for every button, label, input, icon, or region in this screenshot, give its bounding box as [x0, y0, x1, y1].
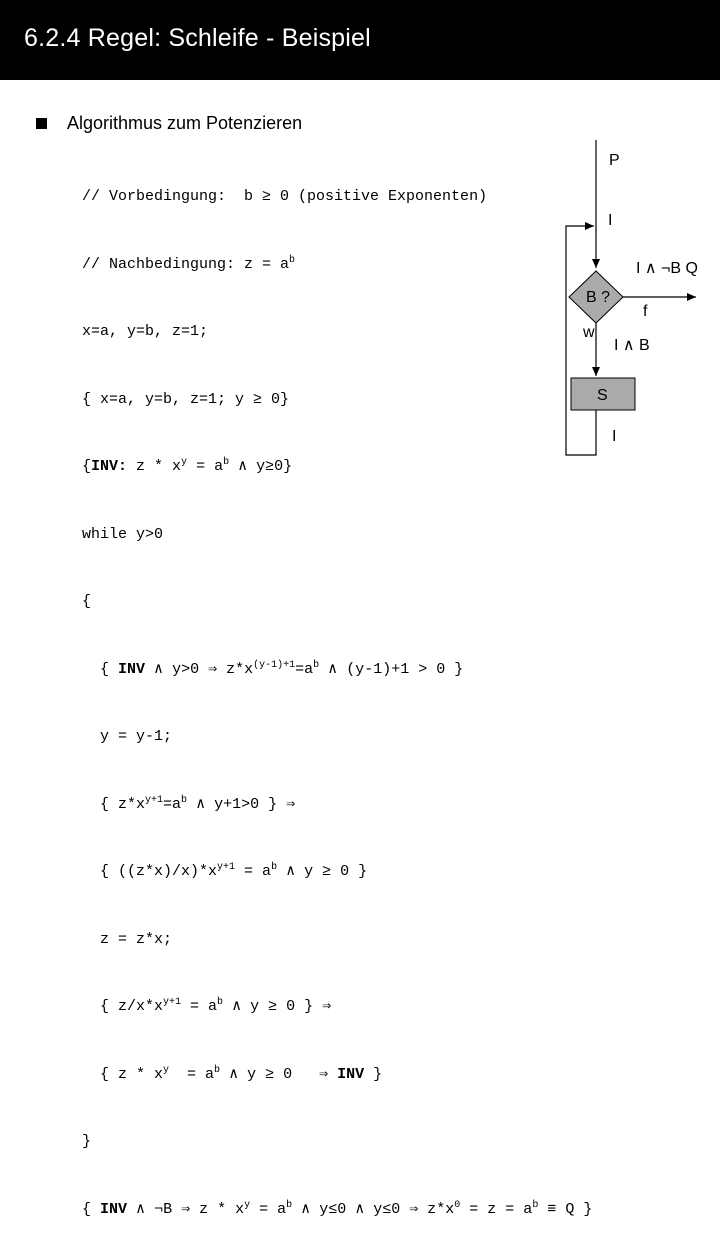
code-line-9: y = y-1;	[82, 728, 173, 745]
code-line-16: { INV ∧ ¬B ⇒ $z * x^y = a^b$ ∧ y≤0 ∧ y≤0 ⇒ $z*x^0 = z = a^b \equiv Q$ }	[82, 1199, 593, 1218]
code-line-10: { $z*x^{y+1}=a^b$ ∧ y+1>0 } ⇒	[82, 794, 296, 813]
code-line-15: }	[82, 1133, 92, 1150]
code-line-11: { $((z*x)/x)*x^{y+1} = a^b$ ∧ y ≥ 0 }	[82, 862, 368, 880]
label-I-top: I	[608, 212, 613, 229]
decision-label: B ?	[586, 289, 611, 306]
bullet-text: Algorithmus zum Potenzieren	[67, 113, 303, 133]
label-P: P	[609, 152, 620, 169]
flowchart	[0, 0, 720, 540]
label-f: f	[643, 303, 648, 320]
code-line-8: { INV ∧ y>0 ⇒ $z*x^{(y-1)+1}=a^b$ ∧ (y-1)+1 > 0 }	[82, 659, 464, 678]
code-line-1: // Vorbedingung: b ≥ 0 (positive Exponenten)	[82, 188, 488, 205]
code-line-14: { $z * x^y = a^b$ ∧ y ≥ 0 ⇒ INV }	[82, 1064, 383, 1083]
code-line-5: {INV: $z * x^y = a^b$ ∧ y≥0}	[82, 457, 293, 475]
code-line-2: // Nachbedingung: $z = a^b$	[82, 254, 296, 273]
label-I-B: I ∧ B	[614, 337, 650, 354]
code-line-4: { x=a, y=b, z=1; y ≥ 0}	[82, 390, 290, 408]
code-line-13: { $z/x*x^{y+1} = a^b$ ∧ y ≥ 0 } ⇒	[82, 997, 332, 1015]
slide-title: 6.2.4 Regel: Schleife - Beispiel	[24, 24, 371, 52]
statement-label: S	[597, 387, 608, 404]
label-I-bottom: I	[612, 428, 617, 445]
code-line-7: {	[82, 593, 92, 610]
code-line-3: x=a, y=b, z=1;	[82, 323, 209, 340]
label-w: w	[583, 324, 595, 341]
code-line-12: z = z*x;	[82, 930, 173, 948]
code-line-6: while y>0	[82, 525, 164, 543]
label-I-notB-Q: I ∧ ¬B Q	[636, 260, 698, 277]
